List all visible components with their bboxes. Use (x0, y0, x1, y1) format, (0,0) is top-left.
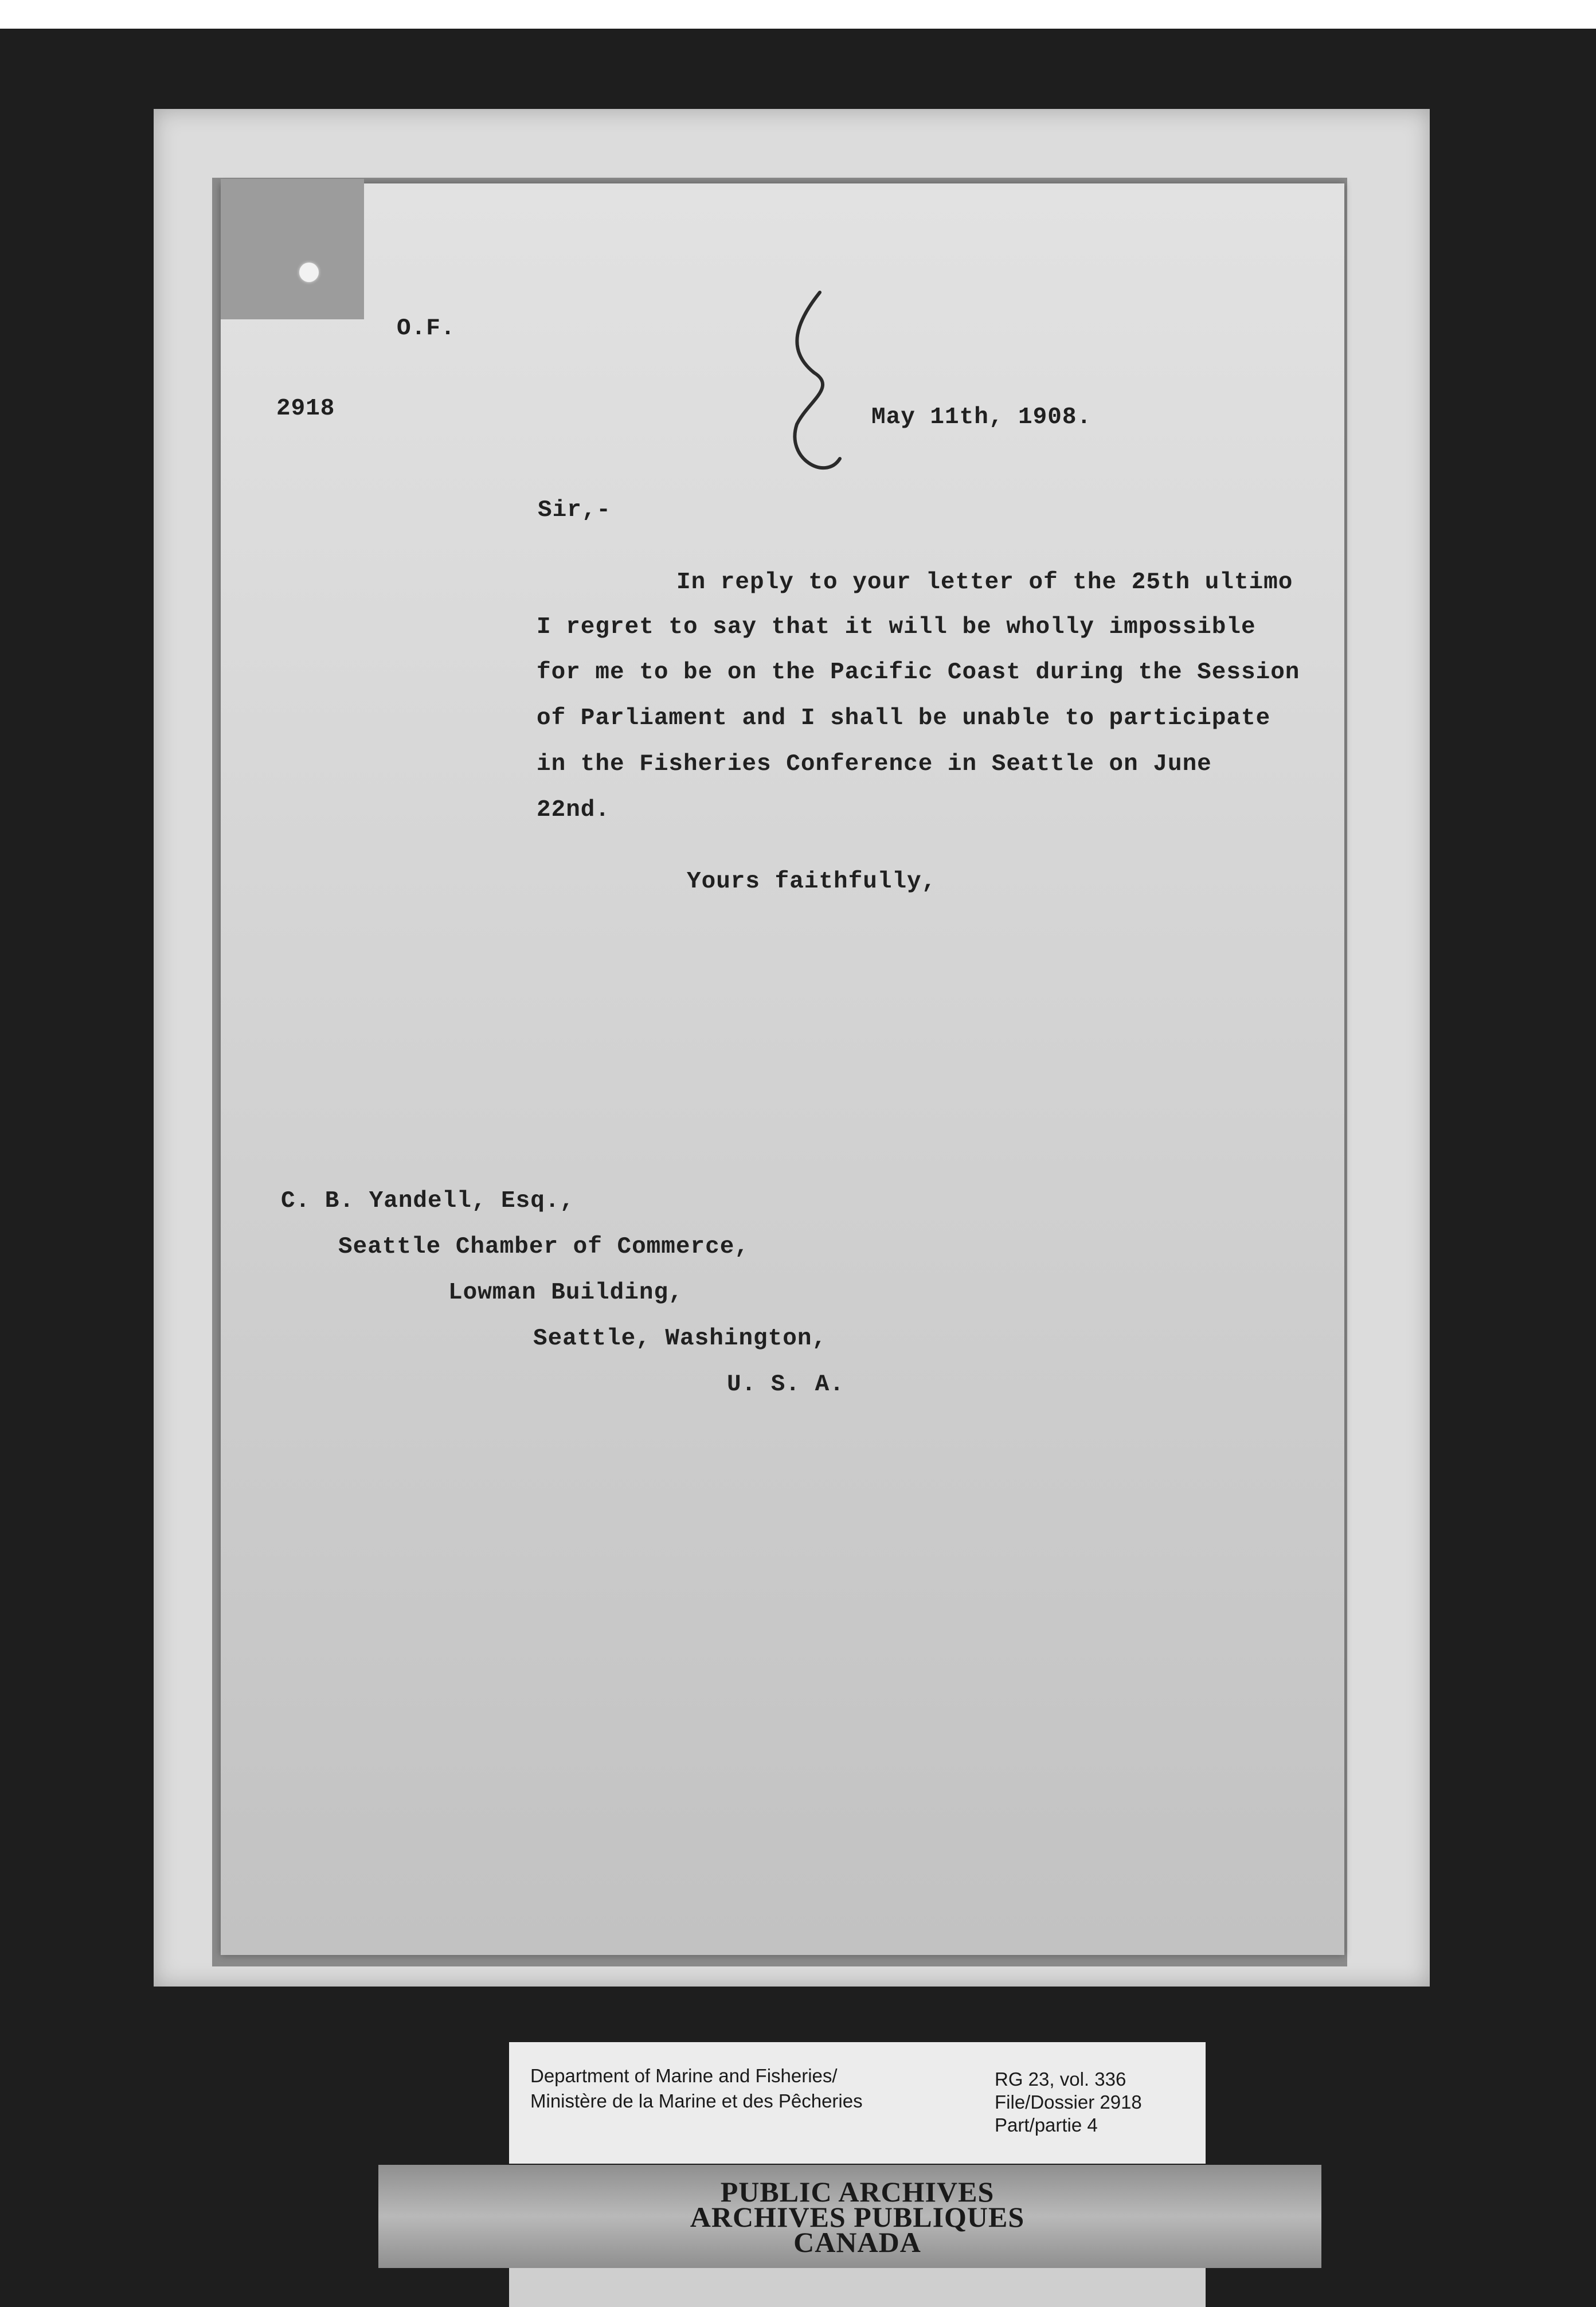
label-record-group: RG 23, vol. 336 (995, 2069, 1126, 2090)
address-line-3: Lowman Building, (448, 1280, 683, 1306)
archive-stamp-strip (509, 2268, 1206, 2307)
stamp-line-3: CANADA (793, 2226, 921, 2258)
body-line-3: for me to be on the Pacific Coast during the Session (537, 659, 1300, 686)
label-department-fr: Ministère de la Marine et des Pêcheries (530, 2090, 863, 2112)
body-line-4: of Parliament and I shall be unable to participate (537, 705, 1271, 732)
closing: Yours faithfully, (687, 869, 937, 895)
stamp-line-2: ARCHIVES PUBLIQUES (690, 2201, 1025, 2233)
file-mark: O.F. (397, 315, 456, 342)
salutation: Sir,- (538, 497, 612, 523)
label-part: Part/partie 4 (995, 2114, 1098, 2136)
address-line-1: C. B. Yandell, Esq., (281, 1188, 575, 1214)
body-line-1: In reply to your letter of the 25th ultimo (676, 569, 1293, 596)
address-line-4: Seattle, Washington, (533, 1325, 827, 1352)
letter-date: May 11th, 1908. (871, 404, 1092, 431)
address-line-2: Seattle Chamber of Commerce, (338, 1234, 749, 1260)
label-department-en: Department of Marine and Fisheries/ (530, 2065, 838, 2086)
body-line-6: 22nd. (537, 797, 611, 823)
label-file: File/Dossier 2918 (995, 2091, 1142, 2113)
handwritten-mark (774, 287, 860, 482)
punch-hole (299, 263, 319, 282)
body-line-2: I regret to say that it will be wholly impossible (537, 614, 1256, 640)
corner-tab (221, 179, 364, 319)
address-line-5: U. S. A. (727, 1371, 844, 1398)
body-line-5: in the Fisheries Conference in Seattle on June (537, 751, 1212, 777)
stamp-line-1: PUBLIC ARCHIVES (720, 2176, 995, 2208)
file-number: 2918 (276, 396, 335, 422)
